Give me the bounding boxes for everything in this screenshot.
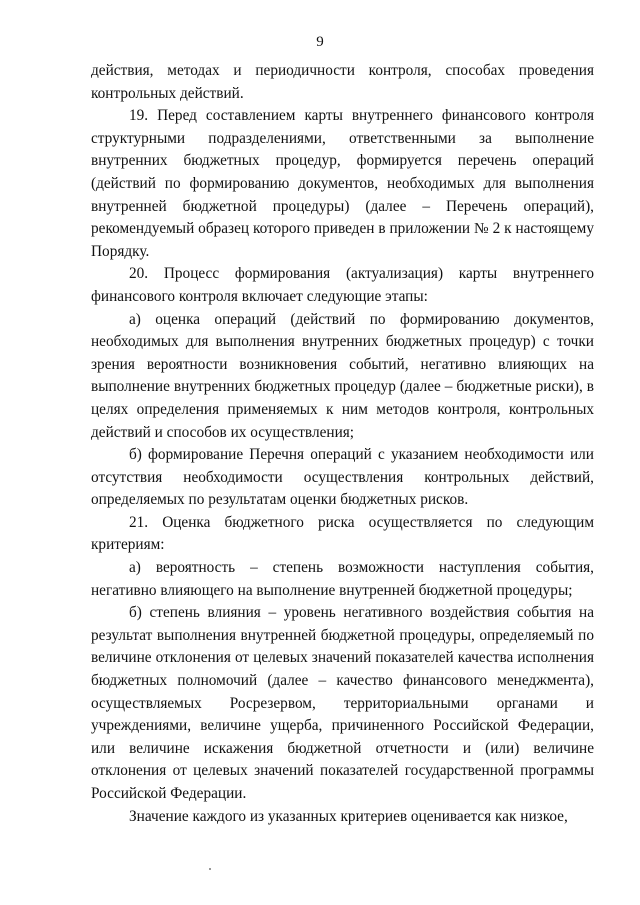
- body-text: [91, 60, 594, 828]
- paragraph-criteria-value: Значение каждого из указанных критериев оценивается как низкое,: [129, 807, 568, 825]
- scan-dot: [209, 868, 211, 870]
- paragraph-21-b: б) степень влияния – уровень негативного воздействия события на результат выполнения внутренней бюджетной процедуры, определяемый по величине отклонения от целевых значений показателей качества исполнения бюджетных полномочий (далее – качество финансового менеджмента), осуществляемых Росрезервом, территориальными органами и учреждениями, величине ущерба, причиненного Российской Федерации, или величине искажения бюджетной отчетности и (или) величине отклонения от целевых значений показателей государственной программы Российской Федерации.: [91, 604, 594, 802]
- page-number: 9: [316, 34, 324, 50]
- paragraph-continuation: действия, методах и периодичности контроля, способах проведения контрольных действий.: [91, 62, 594, 102]
- paragraph-20-b: б) формирование Перечня операций с указанием необходимости или отсутствия необходимости осуществления контрольных действий, определяемых по результатам оценки бюджетных рисков.: [91, 446, 594, 509]
- paragraph-19: 19. Перед составлением карты внутреннего финансового контроля структурными подразделениями, ответственными за выполнение внутренних бюджетных процедур, формируется перечень операций (действий по формированию документов, необходимых для выполнения внутренней бюджетной процедуры) (далее – Перечень операций), рекомендуемый образец которого приведен в приложении № 2 к настоящему Порядку.: [91, 107, 594, 260]
- paragraph-21: 21. Оценка бюджетного риска осуществляется по следующим критериям:: [91, 513, 594, 554]
- paragraph-20-a: а) оценка операций (действий по формированию документов, необходимых для выполнения внутренних бюджетных процедур) с точки зрения вероятности возникновения событий, негативно влияющих на выполнение внутренних бюджетных процедур (далее – бюджетные риски), в целях определения применяемых к ним методов контроля, контрольных действий и способов их осуществления;: [91, 310, 594, 441]
- paragraph-21-a: а) вероятность – степень возможности наступления события, негативно влияющего на выполнение внутренней бюджетной процедуры;: [91, 559, 594, 599]
- paragraph-20: 20. Процесс формирования (актуализация) карты внутреннего финансового контроля включает следующие этапы:: [91, 265, 594, 305]
